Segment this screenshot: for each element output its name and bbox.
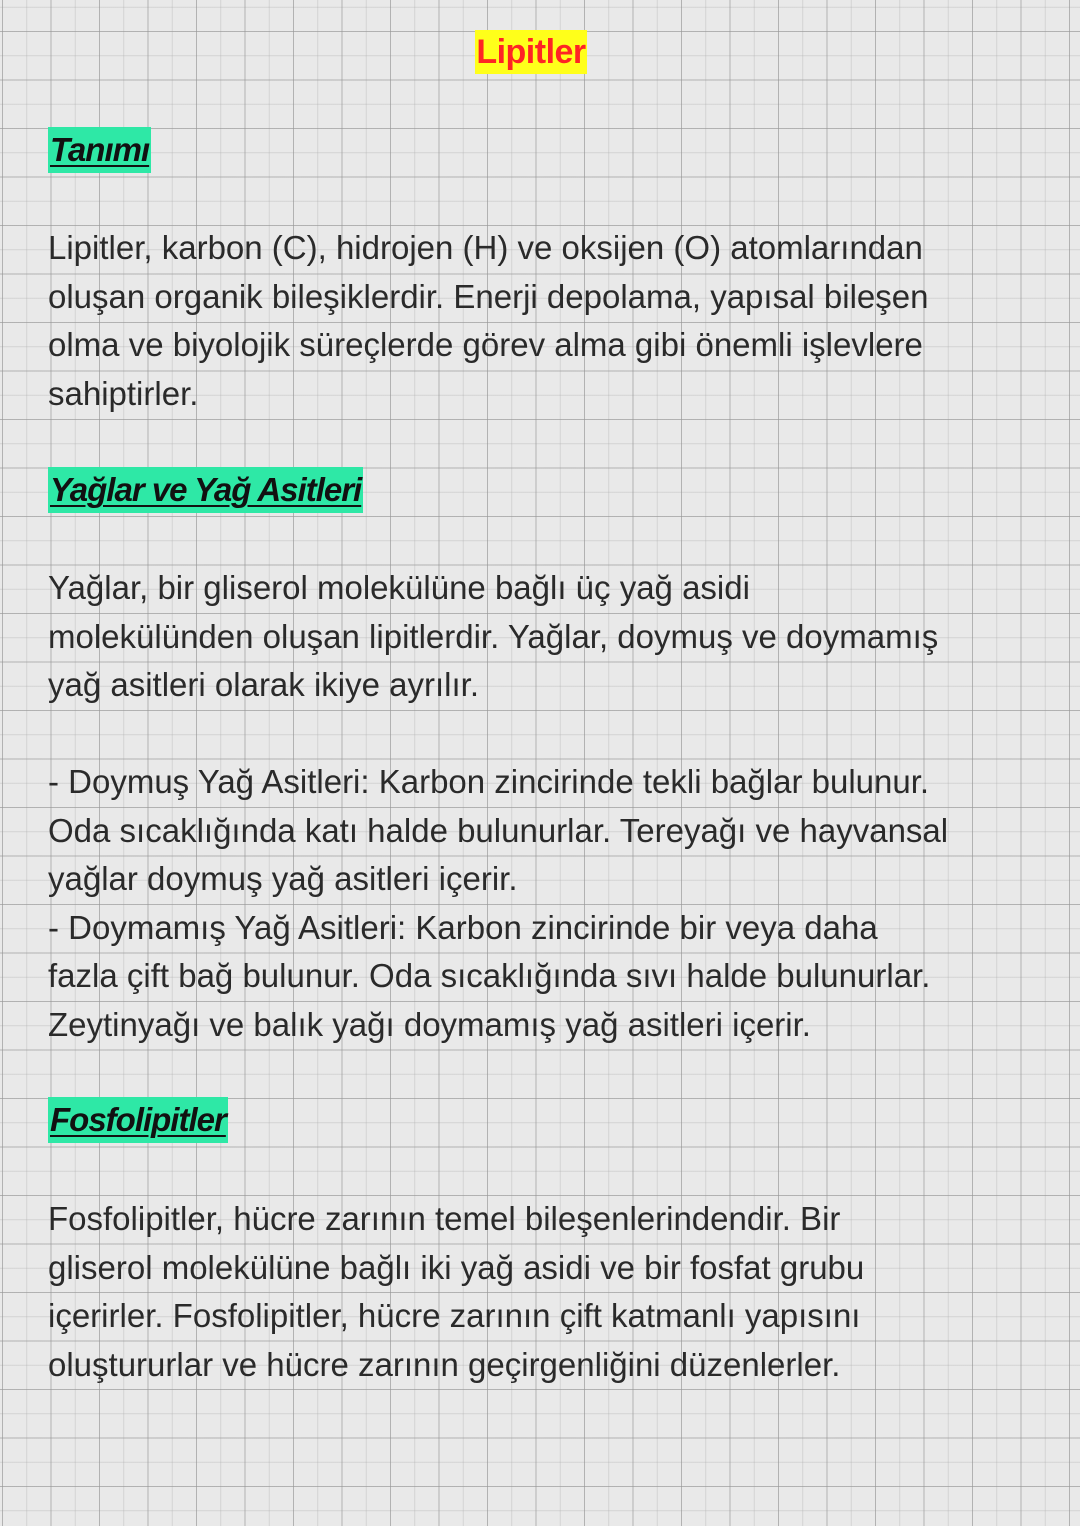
paragraph-tanimi xyxy=(48,224,1048,418)
text-line: Zeytinyağı ve balık yağı doymamış yağ asitleri içerir. xyxy=(48,1005,811,1043)
text-line: fazla çift bağ bulunur. Oda sıcaklığında sıvı halde bulunurlar. xyxy=(48,957,931,994)
text-line: Lipitler, karbon (C), hidrojen (H) ve oksijen (O) atomlarından xyxy=(48,229,923,266)
text-line: Fosfolipitler, hücre zarının temel bileşenlerindendir. Bir xyxy=(48,1200,841,1237)
paragraph-yaglar-intro xyxy=(48,564,1048,710)
text-line: - Doymamış Yağ Asitleri: Karbon zincirinde bir veya daha xyxy=(48,908,878,946)
page-title xyxy=(0,30,1062,74)
text-line: olma ve biyolojik süreçlerde görev alma gibi önemli işlevlere xyxy=(48,326,923,363)
text-line: yağ asitleri olarak ikiye ayrılır. xyxy=(48,666,479,703)
text-line: sahiptirler. xyxy=(48,374,199,412)
text-line: gliserol molekülüne bağlı iki yağ asidi ve bir fosfat grubu xyxy=(48,1248,865,1286)
paragraph-fosfolipitler xyxy=(48,1195,1048,1389)
text-line: oluşan organik bileşiklerdir. Enerji depolama, yapısal bileşen xyxy=(48,277,929,315)
text-line: içerirler. Fosfolipitler, hücre zarının çift katmanlı yapısını xyxy=(48,1297,861,1334)
text-line: Oda sıcaklığında katı halde bulunurlar. Tereyağı ve hayvansal xyxy=(48,811,949,849)
paragraph-yag-asitleri-list xyxy=(48,758,1048,1049)
text-line: yağlar doymuş yağ asitleri içerir. xyxy=(48,860,518,897)
text-line: molekülünden oluşan lipitlerdir. Yağlar, doymuş ve doymamış xyxy=(48,617,939,655)
text-line: - Doymuş Yağ Asitleri: Karbon zincirinde tekli bağlar bulunur. xyxy=(48,763,930,800)
section-heading-yaglar: Yağlar ve Yağ Asitleri xyxy=(48,467,363,513)
text-line: oluştururlar ve hücre zarının geçirgenliğini düzenlerler. xyxy=(48,1345,841,1383)
page-title-text: Lipitler xyxy=(475,30,586,74)
section-heading-fosfolipitler: Fosfolipitler xyxy=(48,1097,228,1143)
text-line: Yağlar, bir gliserol molekülüne bağlı üç yağ asidi xyxy=(48,569,750,606)
section-heading-tanimi: Tanımı xyxy=(48,127,151,173)
